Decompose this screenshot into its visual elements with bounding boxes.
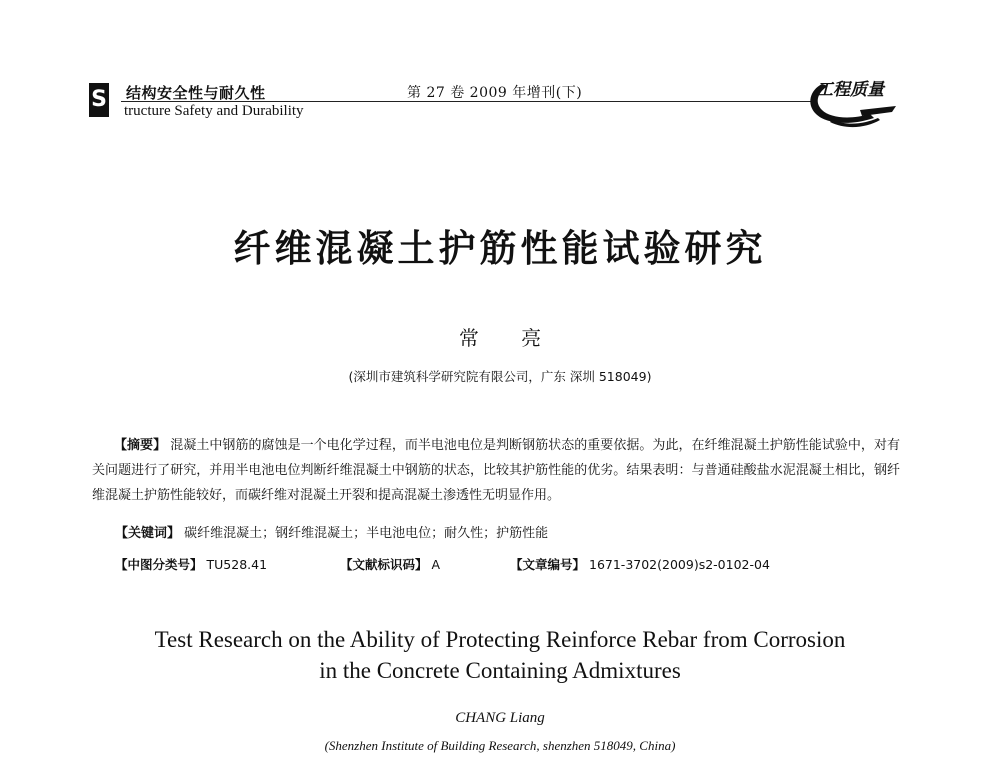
author-name-cn: 常 亮 xyxy=(458,326,560,350)
issue-info: 第 27 卷 2009 年增刊(下) xyxy=(407,85,583,101)
article-title-en-line1: Test Research on the Ability of Protecting Reinforce Rebar from Corrosion xyxy=(154,627,846,652)
document-code-label: 【文献标识码】 xyxy=(340,557,428,572)
abstract-text: 混凝土中钢筋的腐蚀是一个电化学过程，而半电池电位是判断钢筋状态的重要依据。为此，在纤维混凝土护筋性能试验中，对有关问题进行了研究，并用半电池电位判断纤维混凝土中钢筋的状态，比较其护筋性能的优劣。结果表明：与普通硅酸盐水泥混凝土相比，钢纤维混凝土护筋性能较好，而碳纤维对混凝土开裂和提高混凝土渗透性无明显作用。 xyxy=(92,438,900,503)
article-number xyxy=(510,555,770,573)
classification-value: TU528.41 xyxy=(206,557,268,572)
abstract-paragraph xyxy=(92,433,900,508)
article-title-cn: 纤维混凝土护筋性能试验研究 xyxy=(233,227,767,270)
journal-name-cn: 结构安全性与耐久性 xyxy=(126,84,266,102)
journal-logo-letter: S xyxy=(89,83,109,117)
author-name-en: CHANG Liang xyxy=(455,710,545,726)
journal-name-en: tructure Safety and Durability xyxy=(124,103,304,119)
affiliation-en: (Shenzhen Institute of Building Research, shenzhen 518049, China) xyxy=(324,738,676,753)
classification-number xyxy=(115,555,267,573)
article-title-en xyxy=(0,624,1000,686)
article-title-en-line2: in the Concrete Containing Admixtures xyxy=(319,658,681,683)
affiliation-cn: (深圳市建筑科学研究院有限公司，广东 深圳 518049) xyxy=(348,369,652,384)
header-rule xyxy=(121,101,811,102)
article-number-label: 【文章编号】 xyxy=(510,557,586,572)
journal-header xyxy=(0,0,1000,140)
classification-label: 【中图分类号】 xyxy=(115,557,203,572)
keywords-text: 碳纤维混凝土；钢纤维混凝土；半电池电位；耐久性；护筋性能 xyxy=(184,526,549,541)
article-number-value: 1671-3702(2009)s2-0102-04 xyxy=(589,557,770,572)
publisher-logo-text: 工程质量 xyxy=(816,80,884,100)
document-code-value: A xyxy=(431,557,441,572)
document-code xyxy=(340,555,440,573)
keywords-label: 【关键词】 xyxy=(115,526,181,541)
keywords-line xyxy=(115,522,548,541)
abstract-label: 【摘要】 xyxy=(114,438,167,453)
